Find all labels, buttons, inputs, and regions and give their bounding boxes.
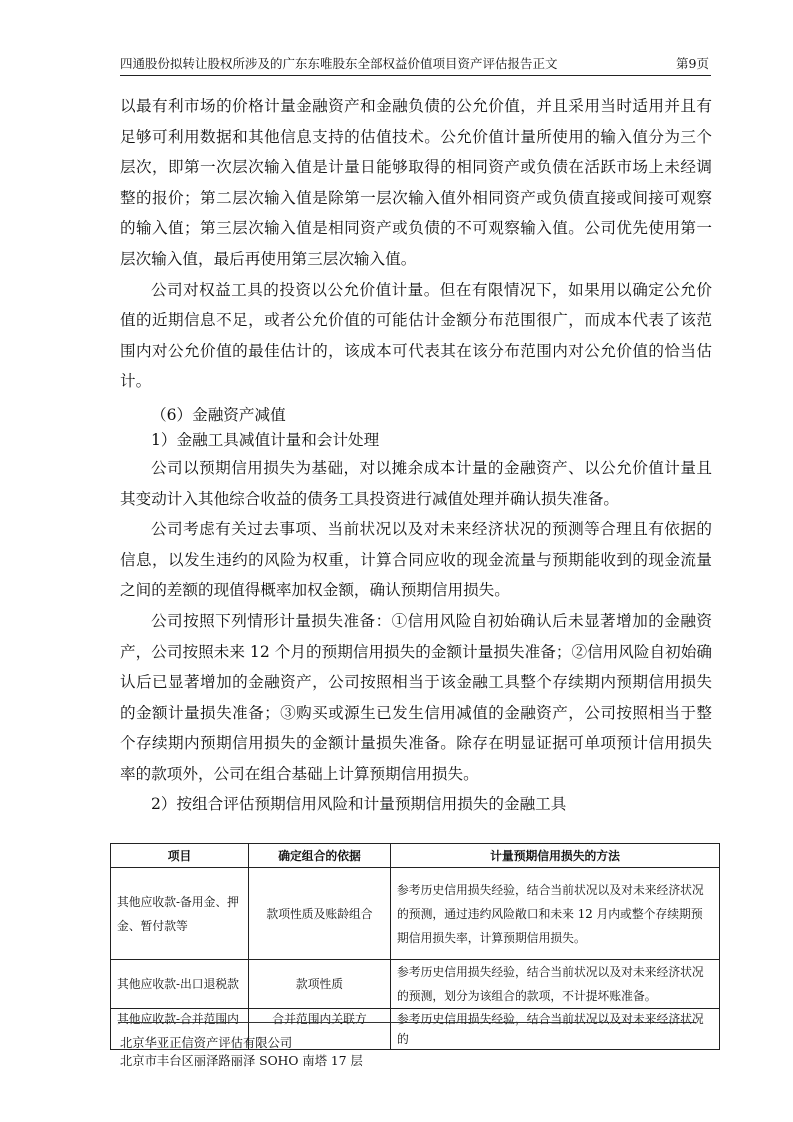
table-row	[111, 868, 720, 960]
column-header-item: 项目	[111, 844, 249, 868]
paragraph-loss-provision-cases: 公司按照下列情形计量损失准备：①信用风险自初始确认后未显著增加的金融资产，公司按照未来 12 个月的预期信用损失的金额计量损失准备；②信用风险自初始确认后已显著增加的金融资产，公司按照相当于该金融工具整个存续期内预期信用损失的金额计量损失准备；③购买或源生已发生信用减值的金融资产，公司按照相当于整个存续期内预期信用损失的金额计量损失准备。除存在明显证据可单项预计信用损失率的款项外，公司在组合基础上计算预期信用损失。	[120, 611, 712, 783]
page-number: 第9页	[676, 56, 709, 71]
footer-address: 北京市丰台区丽泽路丽泽 SOHO 南塔 17 层	[120, 1054, 363, 1068]
paragraph-fair-value-levels: 以最有利市场的价格计量金融资产和金融负债的公允价值，并且采用当时适用并且有足够可利用数据和其他信息支持的估值技术。公允价值计量所使用的输入值分为三个层次，即第一次层次输入值是计量日能够取得的相同资产或负债在活跃市场上未经调整的报价；第二层次输入值是除第一层次输入值外相同资产或负债直接或间接可观察的输入值；第三层次输入值是相同资产或负债的不可观察输入值。公司优先使用第一层次输入值，最后再使用第三层次输入值。	[120, 97, 712, 268]
subheading-portfolio-assessment: 2）按组合评估预期信用风险和计量预期信用损失的金融工具	[151, 795, 567, 814]
paragraph-credit-loss-estimation: 公司考虑有关过去事项、当前状况以及对未来经济状况的预测等合理且有依据的信息，以发生违约的风险为权重，计算合同应收的现金流量与预期能收到的现金流量之间的差额的现值得概率加权金额，确认预期信用损失。	[120, 520, 712, 600]
cell-method: 参考历史信用损失经验，结合当前状况以及对未来经济状况的	[391, 1009, 720, 1050]
heading-financial-asset-impairment: （6）金融资产减值	[151, 405, 286, 424]
footer-divider	[118, 1022, 696, 1023]
cell-basis: 合并范围内关联方	[249, 1009, 391, 1050]
column-header-basis: 确定组合的依据	[249, 844, 391, 868]
column-header-method: 计量预期信用损失的方法	[391, 844, 720, 868]
footer-company: 北京华亚正信资产评估有限公司	[120, 1036, 293, 1050]
table-header-row	[111, 844, 720, 868]
cell-item: 其他应收款-合并范围内	[111, 1009, 249, 1050]
cell-method: 参考历史信用损失经验，结合当前状况以及对未来经济状况的预测，通过违约风险敞口和未来 12 月内或整个存续期预期信用损失率，计算预期信用损失。	[391, 868, 720, 960]
table-row	[111, 960, 720, 1009]
cell-basis: 款项性质	[249, 960, 391, 1009]
paragraph-equity-investment: 公司对权益工具的投资以公允价值计量。但在有限情况下，如果用以确定公允价值的近期信息不足，或者公允价值的可能估计金额分布范围很广，而成本代表了该范围内对公允价值的最佳估计的，该成本可代表其在该分布范围内对公允价值的恰当估计。	[120, 280, 712, 391]
cell-item: 其他应收款-备用金、押金、暂付款等	[111, 868, 249, 960]
cell-item: 其他应收款-出口退税款	[111, 960, 249, 1009]
page-footer	[120, 1034, 363, 1070]
header-title: 四通股份拟转让股权所涉及的广东东唯股东全部权益价值项目资产评估报告正文	[120, 56, 558, 71]
report-body	[120, 91, 712, 820]
cell-basis: 款项性质及账龄组合	[249, 868, 391, 960]
cell-method: 参考历史信用损失经验，结合当前状况以及对未来经济状况的预测，划分为该组合的款项，不计提坏账准备。	[391, 960, 720, 1009]
page-header	[120, 49, 711, 76]
paragraph-expected-credit-loss-basis: 公司以预期信用损失为基础，对以摊余成本计量的金融资产、以公允价值计量且其变动计入其他综合收益的债务工具投资进行减值处理并确认损失准备。	[120, 458, 712, 508]
credit-loss-table	[110, 843, 720, 1050]
subheading-impairment-measurement: 1）金融工具减值计量和会计处理	[151, 430, 380, 449]
